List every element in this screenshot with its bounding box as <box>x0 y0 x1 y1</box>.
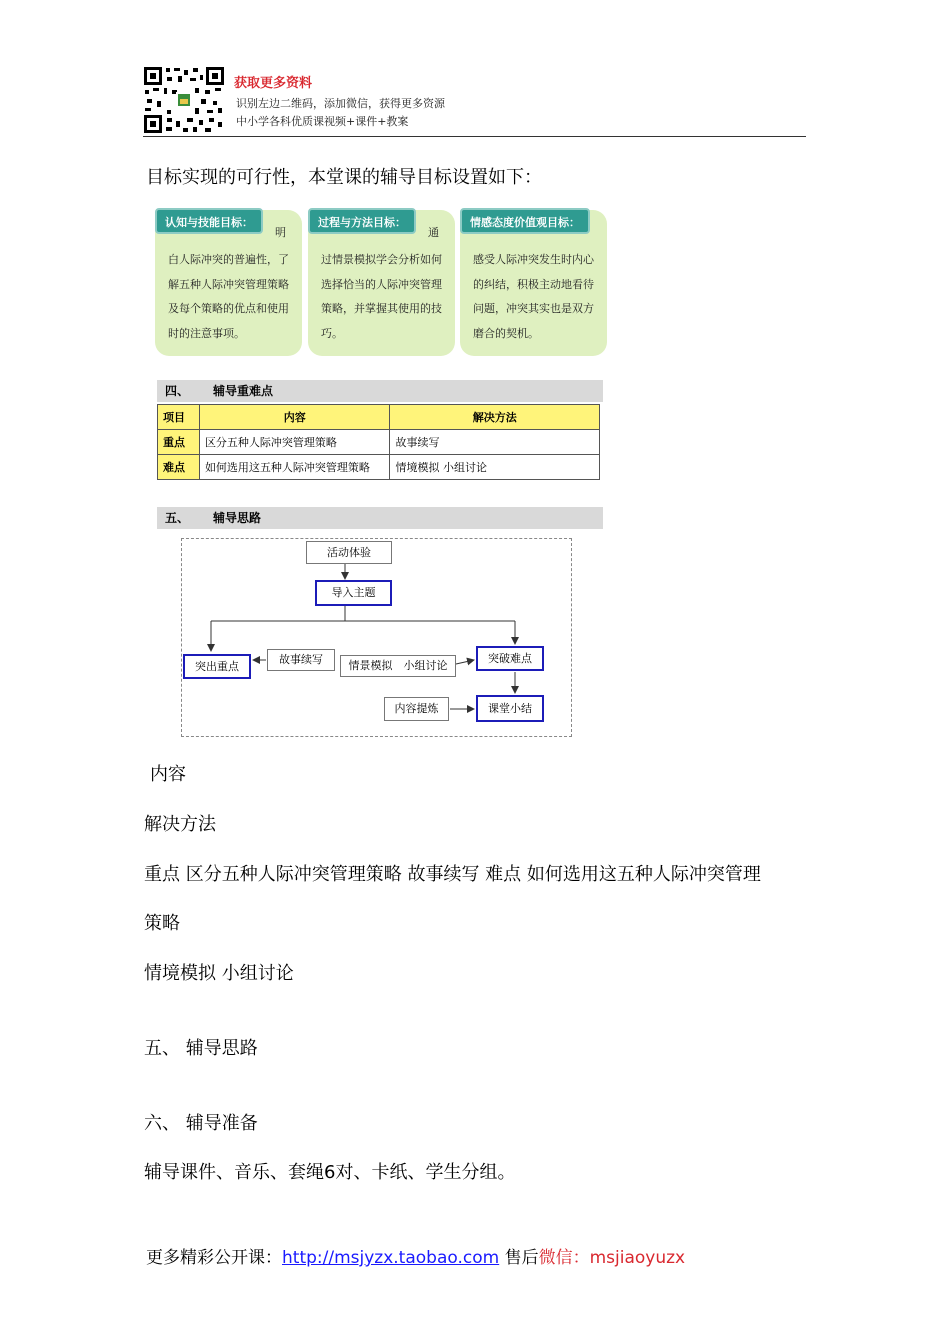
flowchart <box>181 538 572 737</box>
key-points-table <box>157 404 600 480</box>
flow-highlight-box: 突出重点 <box>183 654 251 679</box>
section-title: 辅导重难点 <box>213 384 274 398</box>
table-header-cell: 项目 <box>158 405 200 430</box>
table-cell: 情境模拟 小组讨论 <box>390 455 600 480</box>
header-title: 获取更多资料 <box>234 76 313 91</box>
header-subtitle: 识别左边二维码，添加微信，获得更多资源 <box>236 97 445 110</box>
body-text: 重点 区分五种人际冲突管理策略 故事续写 难点 如何选用这五种人际冲突管理 <box>144 864 761 885</box>
section-title: 辅导思路 <box>213 511 262 525</box>
flow-breakthrough-box: 突破难点 <box>476 646 544 671</box>
table-header-cell: 内容 <box>199 405 390 430</box>
section-heading-preparation: 六、 辅导准备 <box>144 1113 258 1134</box>
table-cell: 如何选用这五种人际冲突管理策略 <box>199 455 390 480</box>
body-text: 内容 <box>150 764 186 785</box>
table-header-cell: 解决方法 <box>390 405 600 430</box>
footer-wechat-label: 微信： <box>538 1248 590 1268</box>
goal-first-char: 明 <box>275 226 286 239</box>
table-cell: 难点 <box>158 455 200 480</box>
goal-body: 白人际冲突的普遍性，了解五种人际冲突管理策略及每个策略的优点和使用时的注意事项。 <box>168 253 289 340</box>
goal-card-cognitive <box>155 210 302 356</box>
section-heading-approach-text: 五、 辅导思路 <box>144 1038 258 1059</box>
section-number: 五、 <box>165 511 190 525</box>
table-row <box>158 455 600 480</box>
footer-link[interactable]: http://msjyzx.taobao.com <box>282 1248 500 1268</box>
table-cell: 区分五种人际冲突管理策略 <box>199 430 390 455</box>
intro-text: 目标实现的可行性，本堂课的辅导目标设置如下： <box>146 167 542 188</box>
table-cell: 重点 <box>158 430 200 455</box>
footer-prefix: 更多精彩公开课： <box>146 1248 282 1268</box>
flow-story-box: 故事续写 <box>267 649 335 671</box>
body-text: 情境模拟 小组讨论 <box>144 963 294 984</box>
body-text: 策略 <box>144 913 180 934</box>
goal-tag: 过程与方法目标： <box>308 208 416 234</box>
section-number: 四、 <box>165 384 190 398</box>
flow-summary-box: 课堂小结 <box>476 695 544 722</box>
goal-tag: 情感态度价值观目标： <box>460 208 590 234</box>
flow-simulation-box: 情景模拟 小组讨论 <box>340 655 456 677</box>
flow-intro-topic-box: 导入主题 <box>315 580 392 606</box>
goal-body: 过情景模拟学会分析如何选择恰当的人际冲突管理策略，并掌握其使用的技巧。 <box>321 253 442 340</box>
footer-after: 售后 <box>499 1248 539 1268</box>
goal-card-emotion <box>460 210 607 356</box>
flow-extract-box: 内容提炼 <box>384 697 449 721</box>
footer <box>146 1243 685 1268</box>
table-header-row <box>158 405 600 430</box>
qr-code-icon <box>143 66 225 134</box>
body-text: 解决方法 <box>144 814 216 835</box>
goal-card-process <box>308 210 455 356</box>
table-cell: 故事续写 <box>390 430 600 455</box>
goal-first-char: 通 <box>428 226 439 239</box>
header-divider <box>143 136 806 137</box>
header-subtitle-2: 中小学各科优质课视频+课件+教案 <box>236 115 409 128</box>
table-row <box>158 430 600 455</box>
section-heading-approach <box>157 507 603 529</box>
section-heading-key-points <box>157 380 603 402</box>
flow-activity-box: 活动体验 <box>306 541 392 564</box>
goal-tag: 认知与技能目标： <box>155 208 263 234</box>
body-text: 辅导课件、音乐、套绳6对、卡纸、学生分组。 <box>144 1162 516 1183</box>
goal-body: 感受人际冲突发生时内心的纠结，积极主动地看待问题，冲突其实也是双方磨合的契机。 <box>473 253 594 340</box>
footer-wechat-id: msjiaoyuzx <box>589 1248 686 1268</box>
